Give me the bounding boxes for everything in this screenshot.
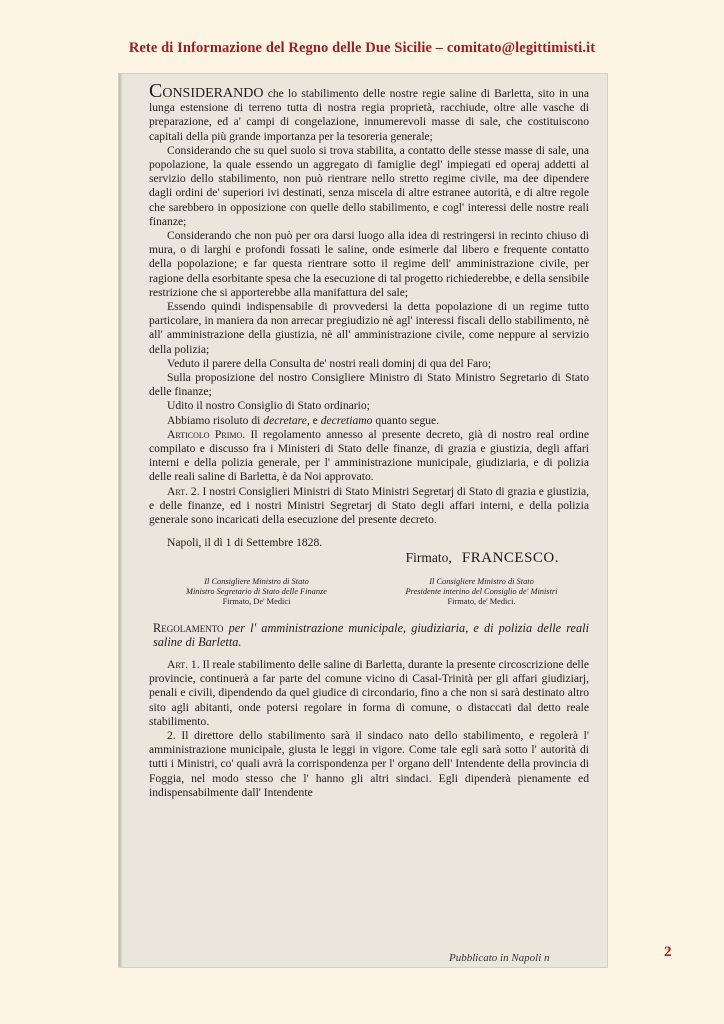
decree-paragraph-7: Udito il nostro Consiglio di Stato ordinario; — [167, 399, 370, 413]
signature-line: Firmato, FRANCESCO. — [405, 549, 559, 566]
signatory-name: FRANCESCO. — [461, 549, 559, 566]
decree-paragraph-1-text: che lo stabilimento delle nostre regie saline di Barletta, sito in una lunga estensione di terreno tutta di nostra regia proprietà, racchiude, oltre alle vasche di preparazione, ed a' campi di congelazione, innumerevoli masse di sale, che costituiscono capitali della più grande importanza per la tesoreria generale; — [149, 87, 589, 143]
drop-cap-word: Considerando — [149, 80, 264, 102]
decree-paragraph-6: Sulla proposizione del nostro Consigliere Ministro di Stato Ministro Segretario di Stato delle finanze; — [149, 371, 589, 399]
publication-note: Pubblicato in Napoli n — [449, 952, 550, 964]
decree-paragraph-3: Considerando che non può per ora darsi luogo alla idea di restringersi in recinto chiuso di mura, o di larghi e profondi fossati le saline, onde esimerle dal libero e frequente contatto della popolazione; e far questa rientrare sotto il regime dell' amministrazione civile, per ragione della esorbitante spesa che la esecuzione di tal progetto richiederebbe, e della sensibile restrizione che si apporterebbe alla manifattura del sale; — [149, 229, 589, 299]
page-header: Rete di Informazione del Regno delle Due Sicilie – comitato@legittimisti.it — [128, 40, 596, 56]
regolamento-article-2: 2. Il direttore dello stabilimento sarà il sindaco nato dello stabilimento, e regolerà l' amministrazione municipale, giusta le leggi in vigore. Come tale egli sarà sotto l' autorità di tutti i Ministri, co' quali avrà la corrispondenza per l' organo dell' Intendente della provincia di Foggia, nel modo stesso che l' hanno gli altri sindaci. Egli dipenderà pienamente ed indispensabilmente dall' Intendente — [149, 728, 589, 799]
article-label: Articolo Primo. — [167, 427, 246, 441]
decree-article-1: Articolo Primo. Il regolamento annesso al presente decreto, già di nostro real ordine compilato e discusso fra i Ministeri di Stato delle finanze, di grazia e giustizia, degli affari interni e della polizia generale, per l' amministrazione municipale, giudiziaria, e di polizia delle reali saline di Barletta, è da Noi approvato. — [149, 427, 589, 484]
signature-block-left: Il Consigliere Ministro di Stato Ministro Segretario di Stato delle Finanze Firmato, De' Medici — [185, 576, 328, 606]
decree-paragraph-8: Abbiamo risoluto di decretare, e decretiamo quanto segue. — [167, 413, 440, 427]
decree-paragraph-4: Essendo quindi indispensabile di provvedersi la detta popolazione di un regime tutto particolare, in maniera da non arrecar pregiudizio nè agl' interessi fiscali dello stabilimento, nè all' amministrazione della giustizia, nè all' amministrazione civile, come neppure al servizio della polizia; — [149, 300, 589, 356]
regolamento-article-1: Art. 1. Il reale stabilimento delle saline di Barletta, durante la presente circoscrizione delle provincie, continuerà a far parte del comune vicino di Casal-Trinità per gli affari giudiziarj, penali e civili, dipendendo da quel giudice di circondario, fino a che non si sarà destinato altro sito agli abitanti, onde potersi regolare in forma di comune, o distaccati dal detto reale stabilimento. — [149, 657, 589, 728]
page-number: 2 — [664, 944, 672, 960]
scanned-document-page — [119, 74, 607, 967]
document-text — [149, 80, 590, 800]
regolamento-title: Regolamento per l' amministrazione municipale, giudiziaria, e di polizia delle reali saline di Barletta. — [153, 620, 589, 650]
decree-date: Napoli, il dì 1 di Settembre 1828. — [167, 536, 323, 550]
article-label: Art. 2. — [167, 484, 200, 498]
signature-block-right: Il Consigliere Ministro di Stato Presidente interino del Consiglio de' Ministri Firmato, de' Medici. — [405, 576, 558, 606]
minister-signatures — [149, 577, 589, 607]
decree-paragraph-5: Veduto il parere della Consulta de' nostri reali dominj di qua del Faro; — [167, 356, 492, 370]
decree-paragraph-1 — [149, 80, 589, 144]
decree-paragraph-2: Considerando che su quel suolo si trova stabilita, a contatto delle stesse masse di sale, una popolazione, la quale essendo un aggregato di famiglie degl' impiegati ed operaj addetti al servizio dello stabilimento, non può rientrare nello stretto regime civile, ma dee dipendere dagli ordini de' superiori ivi destinati, senza miscela di altre estranee autorità, e di altre regole che sarebbero in opposizione con quelle dello stabilimento, e cogl' interessi delle nostre reali finanze; — [149, 143, 589, 228]
decree-article-2: Art. 2. I nostri Consiglieri Ministri di Stato Ministri Segretarj di Stato di grazia e giustizia, e delle finanze, ed i nostri Ministri Segretarj di Stato degli affari interni, e della polizia generale sono incaricati della esecuzione del presente decreto. — [149, 484, 590, 527]
